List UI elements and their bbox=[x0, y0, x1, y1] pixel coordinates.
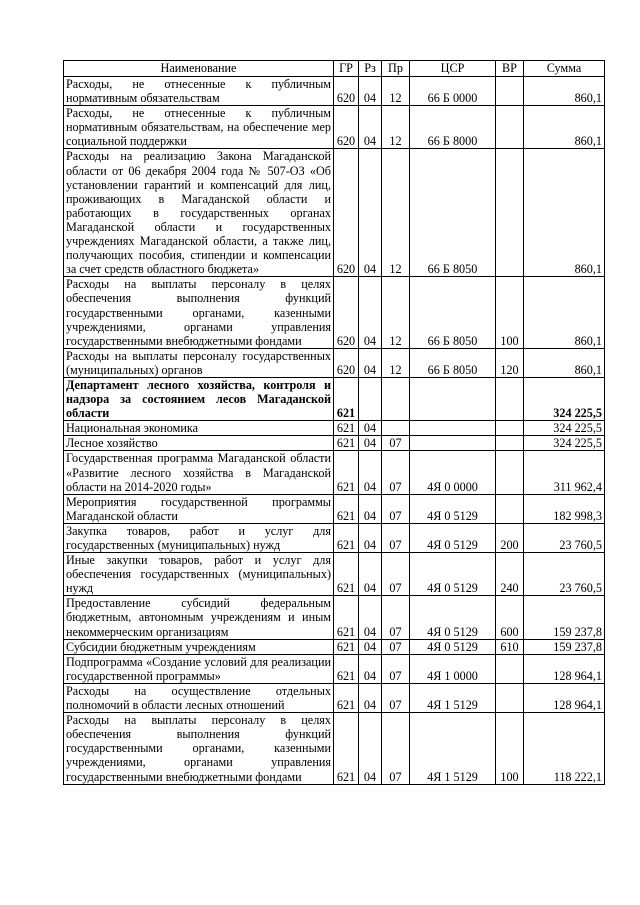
header-rz: Рз bbox=[359, 61, 382, 77]
cell-sum: 324 225,5 bbox=[524, 421, 605, 436]
cell-gr: 621 bbox=[334, 683, 359, 712]
table-row bbox=[64, 494, 605, 523]
cell-vr bbox=[496, 377, 524, 420]
cell-name: Расходы на выплаты персоналу в целях обеспечения выполнения функций государственными органами, казенными учреждениями, органами управления государственными внебюджетными фондами bbox=[64, 277, 334, 348]
cell-csr: 4Я 0 5129 bbox=[410, 639, 496, 654]
cell-pr: 07 bbox=[382, 683, 410, 712]
cell-csr: 4Я 0 5129 bbox=[410, 596, 496, 639]
table-row bbox=[64, 553, 605, 596]
cell-sum: 860,1 bbox=[524, 277, 605, 348]
cell-rz: 04 bbox=[359, 348, 382, 377]
cell-pr: 12 bbox=[382, 277, 410, 348]
cell-sum: 860,1 bbox=[524, 106, 605, 149]
table-row bbox=[64, 377, 605, 420]
cell-name: Расходы на осуществление отдельных полномочий в области лесных отношений bbox=[64, 683, 334, 712]
cell-sum: 324 225,5 bbox=[524, 377, 605, 420]
cell-sum: 23 760,5 bbox=[524, 523, 605, 552]
cell-vr: 240 bbox=[496, 553, 524, 596]
table-row bbox=[64, 348, 605, 377]
table-row bbox=[64, 713, 605, 784]
cell-pr: 07 bbox=[382, 596, 410, 639]
header-gr: ГР bbox=[334, 61, 359, 77]
cell-rz: 04 bbox=[359, 713, 382, 784]
cell-sum: 159 237,8 bbox=[524, 596, 605, 639]
cell-gr: 620 bbox=[334, 106, 359, 149]
cell-sum: 118 222,1 bbox=[524, 713, 605, 784]
cell-name: Национальная экономика bbox=[64, 421, 334, 436]
cell-name: Расходы на выплаты персоналу государственных (муниципальных) органов bbox=[64, 348, 334, 377]
cell-sum: 128 964,1 bbox=[524, 654, 605, 683]
table-row bbox=[64, 436, 605, 451]
cell-gr: 621 bbox=[334, 523, 359, 552]
cell-name: Расходы, не отнесенные к публичным нормативным обязательствам bbox=[64, 77, 334, 106]
cell-vr bbox=[496, 654, 524, 683]
cell-sum: 159 237,8 bbox=[524, 639, 605, 654]
cell-pr bbox=[382, 377, 410, 420]
cell-sum: 182 998,3 bbox=[524, 494, 605, 523]
table-row bbox=[64, 451, 605, 494]
cell-vr: 100 bbox=[496, 713, 524, 784]
table-row bbox=[64, 683, 605, 712]
cell-name: Расходы на реализацию Закона Магаданской области от 06 декабря 2004 года № 507-ОЗ «Об установлении гарантий и компенсаций для лиц, проживающих в Магаданской области и работающих в государственных органах Магаданской области и государственных учреждениях Магаданской области, а также лиц, получающих пособия, стипендии и компенсации за счет средств областного бюджета» bbox=[64, 149, 334, 277]
header-name: Наименование bbox=[64, 61, 334, 77]
cell-rz: 04 bbox=[359, 421, 382, 436]
cell-pr: 12 bbox=[382, 77, 410, 106]
cell-vr bbox=[496, 683, 524, 712]
cell-pr: 12 bbox=[382, 348, 410, 377]
cell-vr bbox=[496, 106, 524, 149]
cell-name: Государственная программа Магаданской области «Развитие лесного хозяйства в Магаданской области на 2014-2020 годы» bbox=[64, 451, 334, 494]
cell-csr: 66 Б 8050 bbox=[410, 277, 496, 348]
cell-name: Лесное хозяйство bbox=[64, 436, 334, 451]
cell-sum: 860,1 bbox=[524, 348, 605, 377]
table-row bbox=[64, 523, 605, 552]
header-pr: Пр bbox=[382, 61, 410, 77]
cell-rz: 04 bbox=[359, 451, 382, 494]
cell-rz: 04 bbox=[359, 77, 382, 106]
cell-rz: 04 bbox=[359, 596, 382, 639]
table-body bbox=[64, 77, 605, 785]
cell-rz: 04 bbox=[359, 494, 382, 523]
table-row bbox=[64, 277, 605, 348]
cell-csr: 4Я 0 5129 bbox=[410, 523, 496, 552]
cell-csr: 66 Б 8050 bbox=[410, 149, 496, 277]
header-row bbox=[64, 61, 605, 77]
cell-rz: 04 bbox=[359, 683, 382, 712]
cell-pr: 07 bbox=[382, 451, 410, 494]
cell-gr: 620 bbox=[334, 277, 359, 348]
cell-rz bbox=[359, 377, 382, 420]
cell-gr: 620 bbox=[334, 348, 359, 377]
cell-vr bbox=[496, 149, 524, 277]
cell-gr: 621 bbox=[334, 596, 359, 639]
cell-gr: 621 bbox=[334, 553, 359, 596]
cell-csr: 66 Б 8050 bbox=[410, 348, 496, 377]
cell-rz: 04 bbox=[359, 436, 382, 451]
header-vr: ВР bbox=[496, 61, 524, 77]
cell-pr bbox=[382, 421, 410, 436]
cell-rz: 04 bbox=[359, 654, 382, 683]
cell-rz: 04 bbox=[359, 639, 382, 654]
cell-pr: 07 bbox=[382, 553, 410, 596]
cell-name: Мероприятия государственной программы Магаданской области bbox=[64, 494, 334, 523]
budget-table bbox=[63, 60, 605, 785]
cell-csr: 66 Б 8000 bbox=[410, 106, 496, 149]
cell-csr: 4Я 0 5129 bbox=[410, 494, 496, 523]
cell-vr: 610 bbox=[496, 639, 524, 654]
cell-csr: 4Я 1 0000 bbox=[410, 654, 496, 683]
cell-sum: 860,1 bbox=[524, 149, 605, 277]
cell-pr: 07 bbox=[382, 639, 410, 654]
cell-csr bbox=[410, 436, 496, 451]
cell-vr bbox=[496, 421, 524, 436]
cell-csr: 4Я 0 0000 bbox=[410, 451, 496, 494]
cell-name: Расходы на выплаты персоналу в целях обеспечения выполнения функций государственными органами, казенными учреждениями, органами управления государственными внебюджетными фондами bbox=[64, 713, 334, 784]
cell-gr: 620 bbox=[334, 77, 359, 106]
table-row bbox=[64, 596, 605, 639]
table-row bbox=[64, 149, 605, 277]
cell-pr: 07 bbox=[382, 713, 410, 784]
table-row bbox=[64, 421, 605, 436]
cell-gr: 621 bbox=[334, 639, 359, 654]
cell-gr: 621 bbox=[334, 654, 359, 683]
cell-gr: 621 bbox=[334, 377, 359, 420]
cell-name: Предоставление субсидий федеральным бюджетным, автономным учреждениям и иным некоммерческим организациям bbox=[64, 596, 334, 639]
cell-csr: 66 Б 0000 bbox=[410, 77, 496, 106]
cell-pr: 07 bbox=[382, 523, 410, 552]
cell-rz: 04 bbox=[359, 106, 382, 149]
cell-vr bbox=[496, 451, 524, 494]
cell-vr bbox=[496, 77, 524, 106]
cell-csr: 4Я 0 5129 bbox=[410, 553, 496, 596]
table-row bbox=[64, 654, 605, 683]
cell-vr bbox=[496, 436, 524, 451]
cell-vr: 120 bbox=[496, 348, 524, 377]
cell-gr: 621 bbox=[334, 451, 359, 494]
cell-sum: 23 760,5 bbox=[524, 553, 605, 596]
cell-name: Департамент лесного хозяйства, контроля и надзора за состоянием лесов Магаданской области bbox=[64, 377, 334, 420]
cell-vr bbox=[496, 494, 524, 523]
cell-vr: 100 bbox=[496, 277, 524, 348]
cell-csr bbox=[410, 421, 496, 436]
cell-rz: 04 bbox=[359, 523, 382, 552]
cell-name: Подпрограмма «Создание условий для реализации государственной программы» bbox=[64, 654, 334, 683]
cell-rz: 04 bbox=[359, 553, 382, 596]
cell-pr: 07 bbox=[382, 494, 410, 523]
cell-vr: 200 bbox=[496, 523, 524, 552]
cell-pr: 07 bbox=[382, 654, 410, 683]
cell-sum: 128 964,1 bbox=[524, 683, 605, 712]
cell-gr: 621 bbox=[334, 421, 359, 436]
cell-csr bbox=[410, 377, 496, 420]
cell-pr: 12 bbox=[382, 149, 410, 277]
cell-pr: 12 bbox=[382, 106, 410, 149]
cell-sum: 860,1 bbox=[524, 77, 605, 106]
header-csr: ЦСР bbox=[410, 61, 496, 77]
cell-gr: 621 bbox=[334, 713, 359, 784]
cell-rz: 04 bbox=[359, 149, 382, 277]
table-row bbox=[64, 77, 605, 106]
cell-rz: 04 bbox=[359, 277, 382, 348]
cell-gr: 621 bbox=[334, 436, 359, 451]
cell-csr: 4Я 1 5129 bbox=[410, 683, 496, 712]
cell-sum: 324 225,5 bbox=[524, 436, 605, 451]
cell-name: Субсидии бюджетным учреждениям bbox=[64, 639, 334, 654]
table-row bbox=[64, 106, 605, 149]
cell-name: Закупка товаров, работ и услуг для государственных (муниципальных) нужд bbox=[64, 523, 334, 552]
table-row bbox=[64, 639, 605, 654]
budget-page bbox=[63, 60, 604, 785]
cell-pr: 07 bbox=[382, 436, 410, 451]
cell-name: Расходы, не отнесенные к публичным нормативным обязательствам, на обеспечение мер социальной поддержки bbox=[64, 106, 334, 149]
cell-csr: 4Я 1 5129 bbox=[410, 713, 496, 784]
cell-sum: 311 962,4 bbox=[524, 451, 605, 494]
cell-vr: 600 bbox=[496, 596, 524, 639]
cell-name: Иные закупки товаров, работ и услуг для обеспечения государственных (муниципальных) нужд bbox=[64, 553, 334, 596]
cell-gr: 620 bbox=[334, 149, 359, 277]
cell-gr: 621 bbox=[334, 494, 359, 523]
header-sum: Сумма bbox=[524, 61, 605, 77]
